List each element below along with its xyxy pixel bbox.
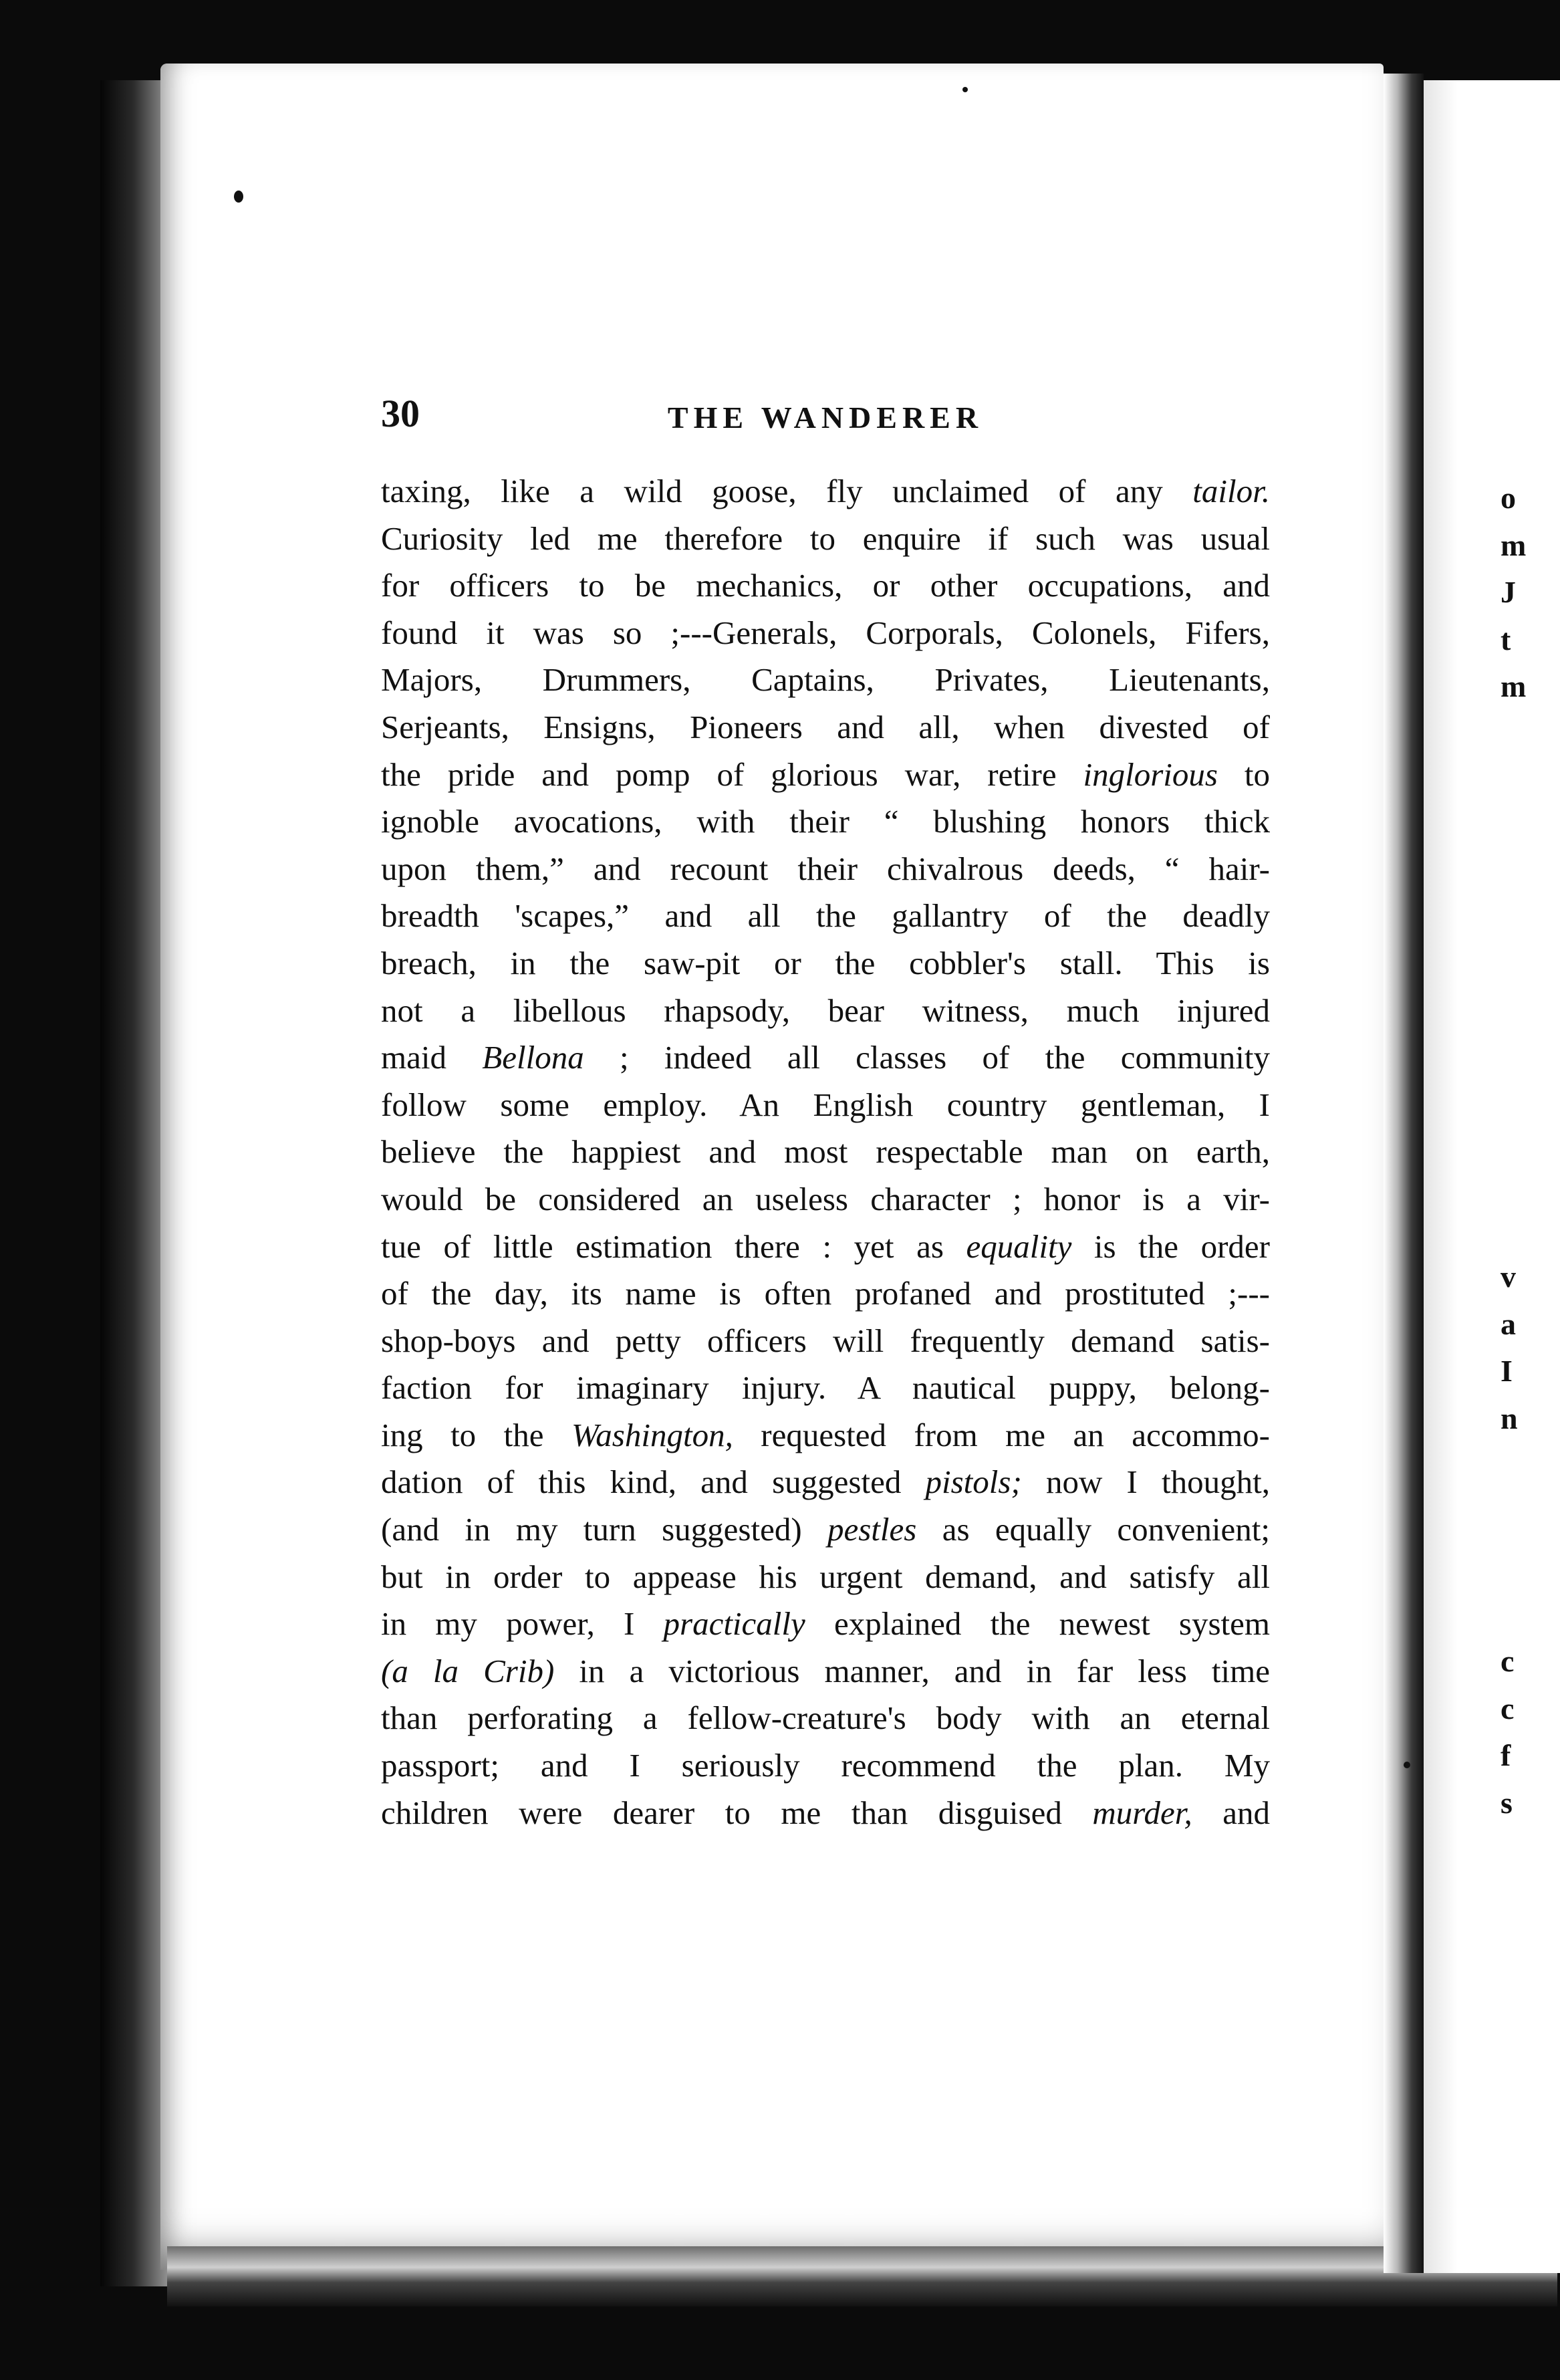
facing-page-letter: c [1501,1644,1515,1678]
facing-page-letter: I [1501,1354,1513,1389]
text-line: Majors, Drummers, Captains, Privates, Lieutenants, [381,661,1270,699]
scan-speck [1404,1762,1410,1768]
scan-speck [962,87,968,92]
facing-page-letter: m [1501,669,1527,704]
text-line: not a libellous rhapsody, bear witness, much injured [381,991,1270,1029]
text-line: taxing, like a wild goose, fly unclaimed of any tailor. [381,473,1270,509]
facing-page-fragment-group-2 [1501,1254,1560,1442]
facing-page [1424,80,1560,2273]
text-line: maid Bellona ; indeed all classes of the community [381,1039,1270,1076]
facing-page-letter: o [1501,481,1516,515]
text-line: ing to the Washington, requested from me an accommo- [381,1416,1270,1453]
text-line: ignoble avocations, with their “ blushing honors thick [381,803,1270,840]
text-line: passport; and I seriously recommend the plan. My [381,1747,1270,1784]
text-line: found it was so ;---Generals, Corporals, Colonels, Fifers, [381,614,1270,651]
text-line: breach, in the saw-pit or the cobbler's stall. This is [381,944,1270,981]
text-line: (and in my turn suggested) pestles as equally convenient; [381,1511,1270,1548]
text-line: would be considered an useless character ; honor is a vir- [381,1180,1270,1217]
scan-speck [234,191,243,203]
text-line: upon them,” and recount their chivalrous deeds, “ hair- [381,850,1270,887]
facing-page-letter: s [1501,1785,1513,1820]
text-line: (a la Crib) in a victorious manner, and in far less time [381,1652,1270,1689]
page-number: 30 [381,392,420,435]
facing-page-letter: n [1501,1401,1518,1435]
facing-page-letter: c [1501,1691,1515,1726]
text-line: shop-boys and petty officers will frequently demand satis- [381,1322,1270,1359]
facing-page-fragment-group-3 [1501,1638,1560,1826]
text-line: than perforating a fellow-creature's body with an eternal [381,1699,1270,1737]
text-line: but in order to appease his urgent demand, and satisfy all [381,1558,1270,1595]
text-line: faction for imaginary injury. A nautical puppy, belong- [381,1369,1270,1407]
body-text [381,468,1270,1836]
text-line: of the day, its name is often profaned and prostituted ;--- [381,1275,1270,1312]
page-bottom-edge [167,2246,1557,2306]
text-line: children were dearer to me than disguised murder, and [381,1794,1270,1831]
text-line: the pride and pomp of glorious war, retire inglorious to [381,755,1270,793]
text-line: for officers to be mechanics, or other occupations, and [381,567,1270,604]
text-line: in my power, I practically explained the newest system [381,1605,1270,1643]
facing-page-letter: J [1501,575,1516,610]
text-line: tue of little estimation there : yet as equality is the order [381,1227,1270,1265]
text-line: believe the happiest and most respectable man on earth, [381,1133,1270,1171]
facing-page-letter: t [1501,622,1511,657]
book-gutter [1384,74,1424,2273]
running-header [381,391,1270,445]
running-title: THE WANDERER [667,400,984,435]
facing-page-letter: f [1501,1738,1511,1773]
text-line: dation of this kind, and suggested pistols; now I thought, [381,1463,1270,1501]
text-line: Curiosity led me therefore to enquire if such was usual [381,519,1270,557]
facing-page-fragment-group-1 [1501,475,1560,711]
text-line: follow some employ. An English country gentleman, I [381,1086,1270,1123]
text-line: breadth 'scapes,” and all the gallantry of the deadly [381,897,1270,935]
facing-page-letter: m [1501,527,1527,562]
facing-page-letter: a [1501,1306,1516,1341]
facing-page-letter: v [1501,1260,1516,1294]
text-line: Serjeants, Ensigns, Pioneers and all, when divested of [381,708,1270,745]
